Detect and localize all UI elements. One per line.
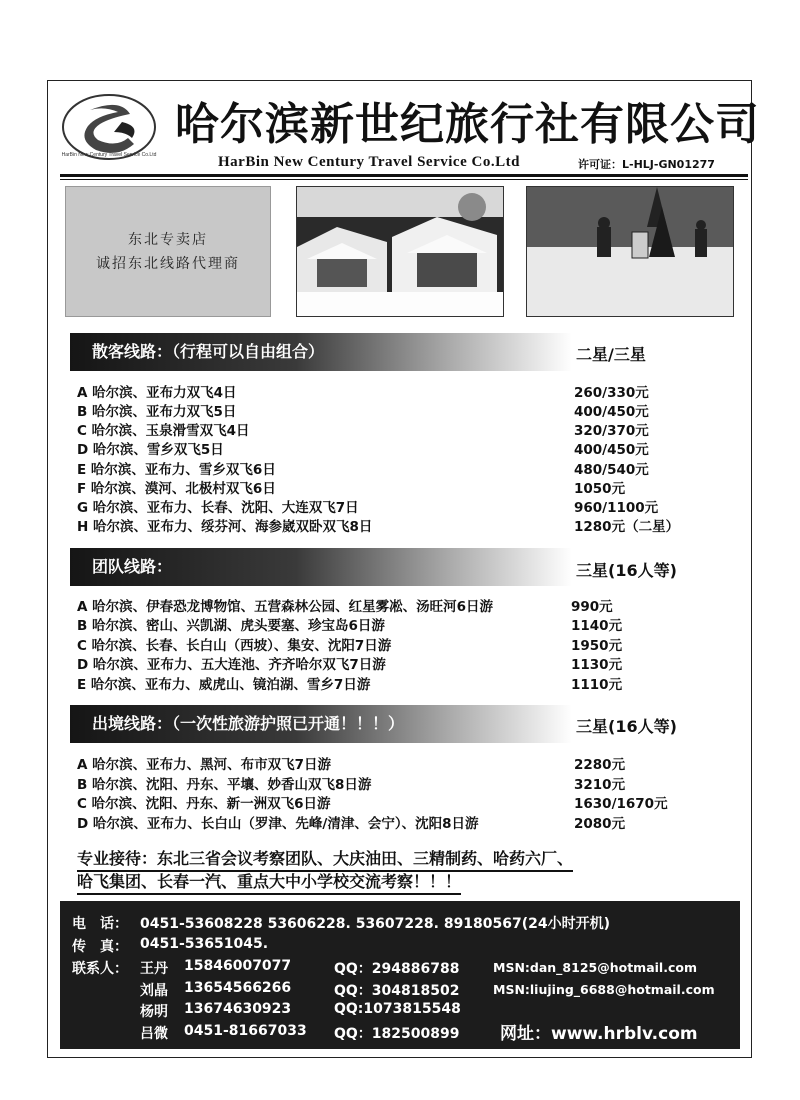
header-rule: [60, 174, 748, 177]
license-number: 许可证：L-HLJ-GN01277: [578, 158, 715, 171]
contact-qq: QQ：304818502: [334, 983, 460, 999]
route-row: A 哈尔滨、亚布力、黑河、布市双飞7日游: [77, 757, 332, 773]
contact-msn: MSN:liujing_6688@hotmail.com: [493, 982, 715, 997]
contact-phone: 15846007077: [184, 958, 292, 974]
route-row: B 哈尔滨、亚布力双飞5日: [77, 404, 237, 420]
section-grade-group: 三星(16人等): [576, 561, 677, 580]
fax-label: 传 真：: [72, 939, 128, 955]
promo-box: [65, 186, 271, 317]
route-row: E 哈尔滨、亚布力、雪乡双飞6日: [77, 462, 276, 478]
route-row: B 哈尔滨、沈阳、丹东、平壤、妙香山双飞8日游: [77, 777, 372, 793]
phone-numbers: 0451-53608228 53606228. 53607228. 89180567(24小时开机): [140, 916, 611, 932]
route-row: D 哈尔滨、亚布力、长白山（罗津、先峰/清津、会宁）、沈阳8日游: [77, 816, 479, 832]
special-line-1: 专业接待：东北三省会议考察团队、大庆油田、三精制药、哈药六厂、: [77, 846, 573, 872]
route-price: 320/370元: [574, 423, 649, 439]
route-row: D 哈尔滨、亚布力、五大连池、齐齐哈尔双飞7日游: [77, 657, 386, 673]
company-name-cn: 哈尔滨新世纪旅行社有限公司: [175, 99, 760, 150]
contact-qq: QQ：182500899: [334, 1026, 460, 1042]
promo-line-1: 东北专卖店: [128, 232, 208, 248]
route-price: 1140元: [571, 618, 623, 634]
contact-qq: QQ：294886788: [334, 961, 460, 977]
route-price: 2080元: [574, 816, 626, 832]
company-logo: [60, 92, 158, 162]
section-grade-individual: 二星/三星: [576, 345, 646, 364]
section-grade-outbound: 三星(16人等): [576, 717, 677, 736]
route-row: D 哈尔滨、雪乡双飞5日: [77, 442, 224, 458]
route-row: G 哈尔滨、亚布力、长春、沈阳、大连双飞7日: [77, 500, 359, 516]
contact-panel: [60, 901, 740, 1049]
route-row: B 哈尔滨、密山、兴凯湖、虎头要塞、珍宝岛6日游: [77, 618, 385, 634]
route-row: E 哈尔滨、亚布力、威虎山、镜泊湖、雪乡7日游: [77, 677, 371, 693]
header-rule-thin: [60, 179, 748, 180]
route-price: 480/540元: [574, 462, 649, 478]
contact-name: 杨明: [140, 1004, 168, 1020]
route-price: 1130元: [571, 657, 623, 673]
skiing-photo: [526, 186, 734, 317]
route-price: 1050元: [574, 481, 626, 497]
route-row: F 哈尔滨、漠河、北极村双飞6日: [77, 481, 276, 497]
contact-qq: QQ:1073815548: [334, 1001, 461, 1017]
route-price: 1950元: [571, 638, 623, 654]
contact-label: 联系人：: [72, 961, 128, 977]
promo-line-2: 诚招东北线路代理商: [96, 256, 240, 272]
route-row: C 哈尔滨、长春、长白山（西坡）、集安、沈阳7日游: [77, 638, 392, 654]
route-price: 1280元（二星）: [574, 519, 680, 535]
special-line-2: 哈飞集团、长春一汽、重点大中小学校交流考察！！！: [77, 869, 461, 895]
route-price: 400/450元: [574, 442, 649, 458]
contact-name: 王丹: [140, 961, 168, 977]
contact-phone: 13674630923: [184, 1001, 292, 1017]
section-banner-individual: 散客线路：（行程可以自由组合）: [70, 333, 572, 371]
route-row: C 哈尔滨、沈阳、丹东、新一洲双飞6日游: [77, 796, 331, 812]
fax-number: 0451-53651045.: [140, 936, 269, 952]
route-row: A 哈尔滨、伊春恐龙博物馆、五营森林公园、红星雾凇、汤旺河6日游: [77, 599, 494, 615]
route-price: 2280元: [574, 757, 626, 773]
website-link[interactable]: 网址：www.hrblv.com: [500, 1024, 698, 1044]
route-row: C 哈尔滨、玉泉滑雪双飞4日: [77, 423, 250, 439]
route-row: A 哈尔滨、亚布力双飞4日: [77, 385, 237, 401]
logo-text: HarBin New Century Travel Service Co.Ltd: [61, 152, 157, 158]
route-price: 960/1100元: [574, 500, 659, 516]
phone-label: 电 话：: [72, 916, 128, 932]
section-banner-group: 团队线路：: [70, 548, 572, 586]
contact-name: 吕微: [140, 1026, 168, 1042]
route-price: 400/450元: [574, 404, 649, 420]
route-price: 1110元: [571, 677, 623, 693]
contact-phone: 13654566266: [184, 980, 292, 996]
section-banner-outbound: 出境线路：（一次性旅游护照已开通！！！）: [70, 705, 572, 743]
contact-name: 刘晶: [140, 983, 168, 999]
route-price: 990元: [571, 599, 613, 615]
route-price: 1630/1670元: [574, 796, 668, 812]
company-name-en: HarBin New Century Travel Service Co.Ltd: [218, 154, 520, 170]
snow-village-photo: [296, 186, 504, 317]
route-price: 3210元: [574, 777, 626, 793]
route-price: 260/330元: [574, 385, 649, 401]
contact-msn: MSN:dan_8125@hotmail.com: [493, 960, 697, 975]
route-row: H 哈尔滨、亚布力、绥芬河、海参崴双卧双飞8日: [77, 519, 373, 535]
contact-phone: 0451-81667033: [184, 1023, 307, 1039]
